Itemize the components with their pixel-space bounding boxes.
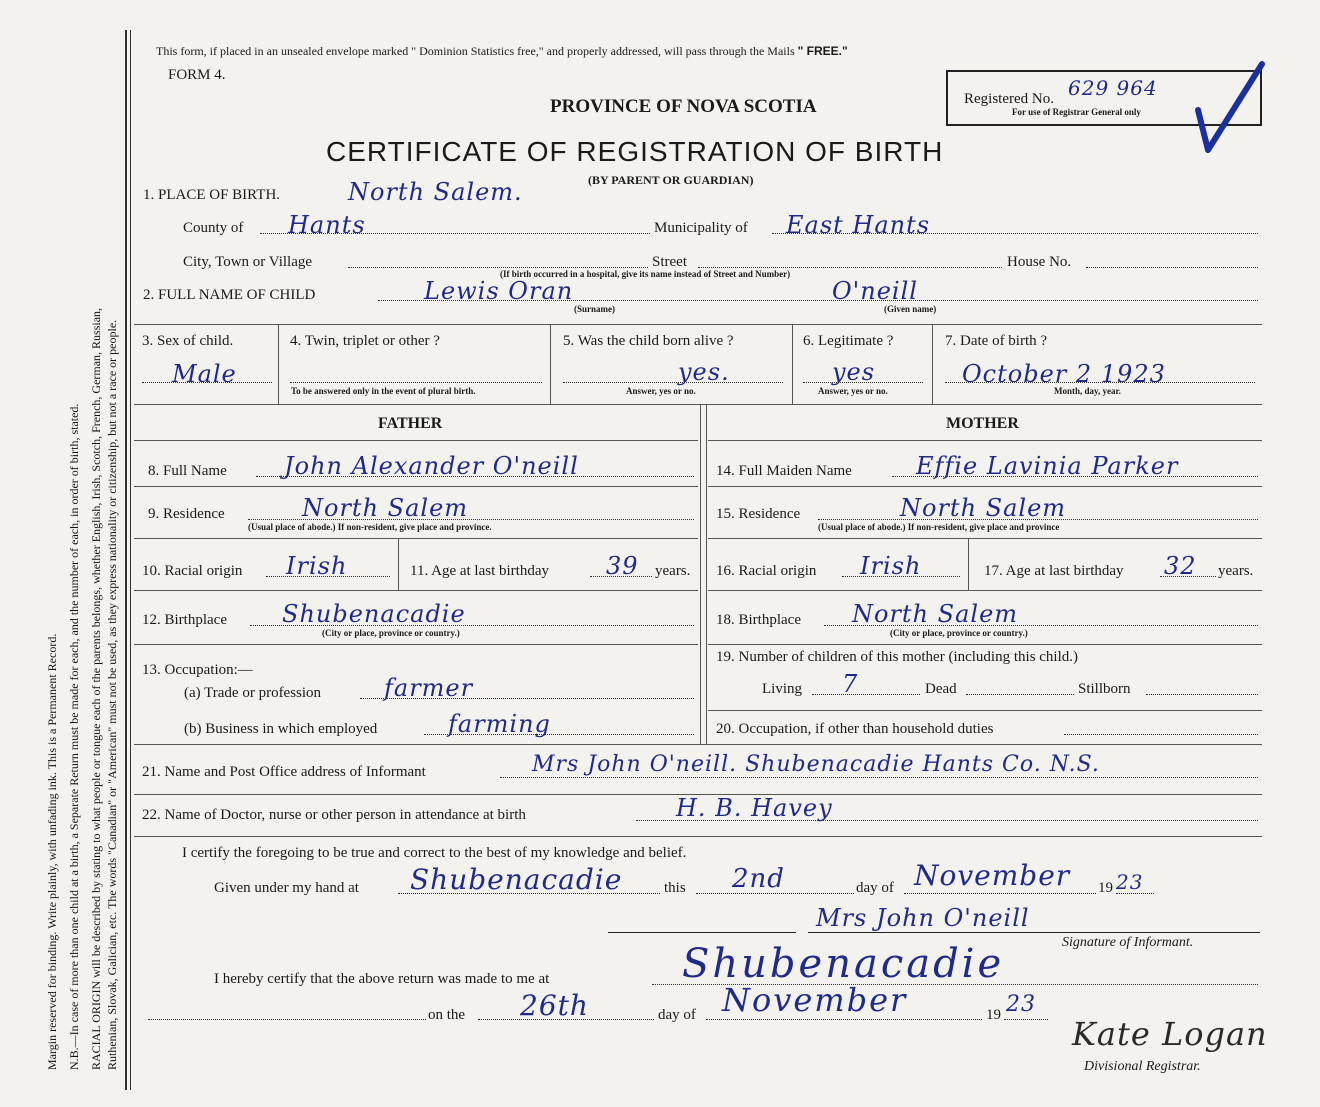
given-day: 2nd xyxy=(732,864,785,894)
margin-multiple-birth-note: N.B.—In case of more than one child at a birth, a Separate Return must be made for each, and the number of each, in order of birth, stated. xyxy=(67,403,81,1070)
sex-value: Male xyxy=(172,360,237,388)
dob-value: October 2 1923 xyxy=(962,360,1166,388)
surname-note: (Surname) xyxy=(574,304,615,314)
business-label: (b) Business in which employed xyxy=(184,721,378,737)
child-name-label: 2. FULL NAME OF CHILD xyxy=(143,287,316,303)
trade-label: (a) Trade or profession xyxy=(184,685,322,701)
father-age-years: years. xyxy=(655,563,691,579)
reg-day-of-label: day of xyxy=(658,1007,696,1023)
mother-occupation-label: 20. Occupation, if other than household duties xyxy=(716,721,994,737)
father-occupation-label: 13. Occupation:— xyxy=(142,662,253,678)
margin-nationality-note: Ruthenian, Slovak, Galician, etc. The words "Canadian" or "American" must not be used, as they express nationality or citizenship, but not a race or people. xyxy=(105,319,119,1070)
given-month: November xyxy=(914,859,1071,892)
certify-text: I certify the foregoing to be true and correct to the best of my knowledge and belief. xyxy=(182,845,687,861)
registrar-place: Shubenacadie xyxy=(682,941,1005,987)
dob-label: 7. Date of birth ? xyxy=(945,333,1048,349)
given-year: 23 xyxy=(1116,870,1144,894)
this-label: this xyxy=(664,880,686,896)
mother-residence: North Salem xyxy=(900,494,1067,522)
father-residence-note: (Usual place of abode.) If non-resident, give place and province. xyxy=(248,522,492,532)
informant-value: Mrs John O'neill. Shubenacadie Hants Co. N.S. xyxy=(532,752,1100,777)
mother-age-years: years. xyxy=(1218,563,1254,579)
dob-note: Month, day, year. xyxy=(1054,386,1121,396)
business-value: farming xyxy=(448,710,551,738)
municipality-value: East Hants xyxy=(786,211,931,239)
father-birthplace-note: (City or place, province or country.) xyxy=(322,628,460,638)
mother-name-label: 14. Full Maiden Name xyxy=(716,463,852,479)
registration-year: 23 xyxy=(1006,992,1036,1017)
father-racial: Irish xyxy=(286,552,348,580)
alive-label: 5. Was the child born alive ? xyxy=(563,333,734,349)
child-surname: Lewis Oran xyxy=(424,277,574,305)
binding-rule-inner xyxy=(130,30,131,1090)
registered-label: Registered No. xyxy=(964,91,1054,107)
margin-racial-origin-note: RACIAL ORIGIN will be described by stating to what people or tongue each of the parents belongs, whether English, Irish, Scotch, French, German, Russian, xyxy=(89,307,103,1070)
twin-note: To be answered only in the event of plural birth. xyxy=(291,386,476,396)
legitimate-value: yes xyxy=(832,358,876,386)
registrar-note: For use of Registrar General only xyxy=(1012,107,1141,117)
registrar-caption: Divisional Registrar. xyxy=(1084,1059,1201,1074)
place-label: 1. PLACE OF BIRTH. xyxy=(143,187,281,203)
father-name-label: 8. Full Name xyxy=(148,463,227,479)
county-label: County of xyxy=(183,220,244,236)
father-age-label: 11. Age at last birthday xyxy=(410,563,549,579)
on-the-label: on the xyxy=(428,1007,466,1023)
father-residence: North Salem xyxy=(302,494,469,522)
father-racial-label: 10. Racial origin xyxy=(142,563,243,579)
mother-residence-label: 15. Residence xyxy=(716,506,801,522)
children-label: 19. Number of children of this mother (including this child.) xyxy=(716,649,1079,665)
mother-heading: MOTHER xyxy=(946,415,1019,432)
binding-rule xyxy=(125,30,127,1090)
mother-birthplace-note: (City or place, province or country.) xyxy=(890,628,1028,638)
house-label: House No. xyxy=(1007,254,1072,270)
place-value: North Salem. xyxy=(348,178,523,206)
registration-month: November xyxy=(722,981,908,1019)
alive-note: Answer, yes or no. xyxy=(626,386,696,396)
mother-name: Effie Lavinia Parker xyxy=(916,452,1179,480)
reg-year-prefix: 19 xyxy=(986,1007,1001,1023)
street-label: Street xyxy=(652,254,687,270)
trade-value: farmer xyxy=(384,674,474,702)
mother-age-label: 17. Age at last birthday xyxy=(984,563,1124,579)
child-given-name: O'neill xyxy=(832,277,918,305)
certificate-subtitle: (BY PARENT OR GUARDIAN) xyxy=(588,173,754,187)
legitimate-label: 6. Legitimate ? xyxy=(803,333,894,349)
living-value: 7 xyxy=(842,670,859,698)
doctor-label: 22. Name of Doctor, nurse or other person in attendance at birth xyxy=(142,807,526,823)
doctor-value: H. B. Havey xyxy=(676,794,833,822)
father-heading: FATHER xyxy=(378,415,443,432)
mail-note: This form, if placed in an unsealed envelope marked " Dominion Statistics free," and properly addressed, will pass through the Mails " FREE." xyxy=(156,44,848,58)
mother-racial: Irish xyxy=(860,552,922,580)
informant-label: 21. Name and Post Office address of Informant xyxy=(142,764,426,780)
legitimate-note: Answer, yes or no. xyxy=(818,386,888,396)
father-birthplace: Shubenacadie xyxy=(282,600,466,628)
registered-number: 629 964 xyxy=(1068,76,1158,100)
certificate-title: CERTIFICATE OF REGISTRATION OF BIRTH xyxy=(326,136,944,167)
dead-label: Dead xyxy=(925,681,957,697)
day-of-label: day of xyxy=(856,880,894,896)
municipality-label: Municipality of xyxy=(654,220,748,236)
alive-value: yes. xyxy=(678,358,730,386)
mother-racial-label: 16. Racial origin xyxy=(716,563,817,579)
mother-birthplace-label: 18. Birthplace xyxy=(716,612,801,628)
margin-binding-note: Margin reserved for binding. Write plainly, with unfading ink. This is a Permanent Record. xyxy=(45,633,59,1070)
given-note: (Given name) xyxy=(884,304,937,314)
twin-label: 4. Twin, triplet or other ? xyxy=(290,333,440,349)
mother-birthplace: North Salem xyxy=(852,600,1019,628)
given-place: Shubenacadie xyxy=(410,863,623,896)
sex-label: 3. Sex of child. xyxy=(142,333,234,349)
stillborn-label: Stillborn xyxy=(1078,681,1131,697)
registrar-text: I hereby certify that the above return was made to me at xyxy=(214,971,550,987)
living-label: Living xyxy=(762,681,802,697)
province-title: PROVINCE OF NOVA SCOTIA xyxy=(550,96,817,117)
mother-residence-note: (Usual place of abode.) If non-resident, give place and province xyxy=(818,522,1060,532)
form-number: FORM 4. xyxy=(168,67,226,83)
informant-signature: Mrs John O'neill xyxy=(816,904,1030,932)
mother-age: 32 xyxy=(1164,552,1197,580)
hospital-note: (If birth occurred in a hospital, give its name instead of Street and Number) xyxy=(500,269,791,279)
registration-day: 26th xyxy=(520,989,589,1022)
father-age: 39 xyxy=(606,552,639,580)
father-residence-label: 9. Residence xyxy=(148,506,225,522)
father-name: John Alexander O'neill xyxy=(284,452,579,480)
registrar-signature: Kate Logan xyxy=(1072,1015,1268,1053)
informant-signature-caption: Signature of Informant. xyxy=(1062,935,1194,950)
checkmark-icon xyxy=(1190,58,1270,158)
city-label: City, Town or Village xyxy=(183,254,313,270)
given-label: Given under my hand at xyxy=(214,880,359,896)
father-birthplace-label: 12. Birthplace xyxy=(142,612,227,628)
county-value: Hants xyxy=(288,211,366,239)
year-prefix: 19 xyxy=(1098,880,1113,896)
